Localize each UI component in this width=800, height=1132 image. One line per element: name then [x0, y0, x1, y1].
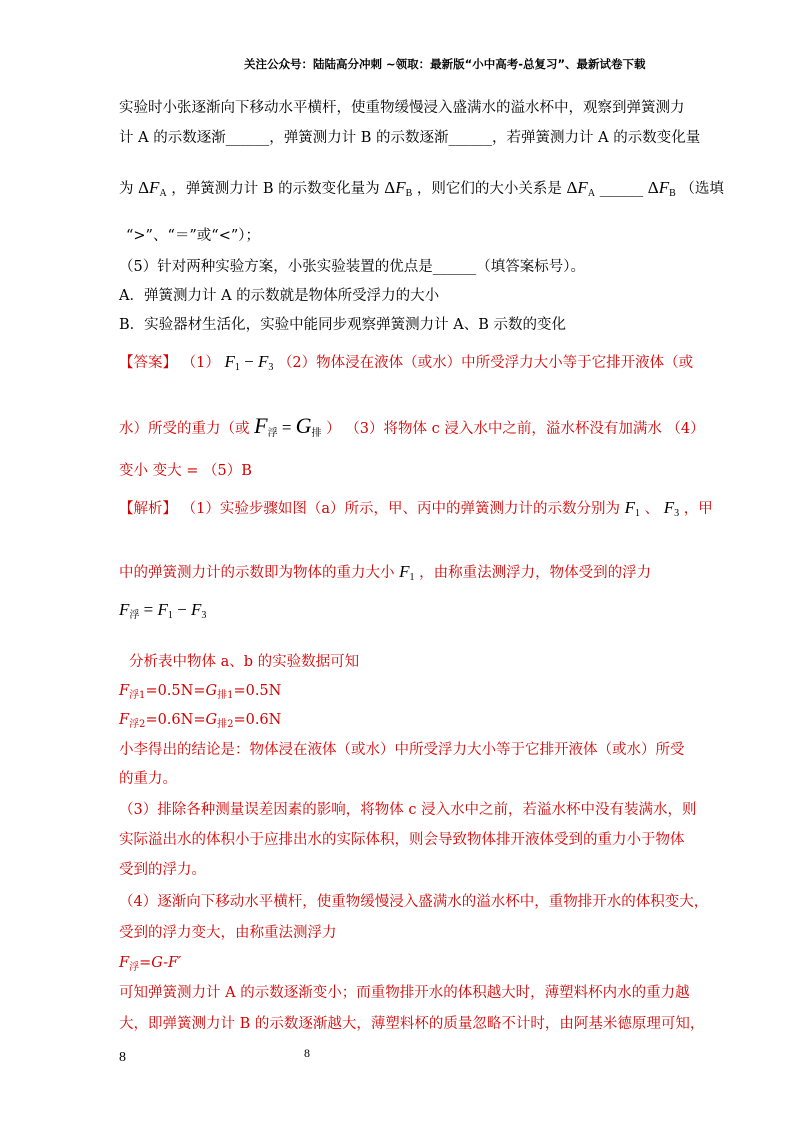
formula-F1-minus-F3: $F_1 - F_3$	[224, 352, 274, 373]
symbol-F1: $F_1$	[624, 498, 640, 519]
analysis-part-3-line-2: 实际溢出水的体积小于应排出水的实际体积，则会导致物体排开液体受到的重力小于物体	[119, 832, 685, 848]
question-line-1: 实验时小张逐渐向下移动水平横杆，使重物缓慢浸入盛满水的溢水杯中，观察到弹簧测力	[119, 100, 685, 116]
analysis-part-3-line-3: 受到的浮力。	[119, 862, 206, 878]
symbol-F3: $F_3$	[663, 498, 680, 519]
text: ，甲	[683, 501, 713, 517]
blank: ______	[599, 181, 644, 197]
question-line-3	[119, 178, 724, 204]
text: 中的弹簧测力计的示数即为物体的重力大小	[119, 565, 395, 581]
delta-FB-symbol: $\Delta F_B$	[384, 178, 413, 199]
text: （选填	[680, 181, 724, 197]
option-a: A．弹簧测力计 A 的示数就是物体所受浮力的大小	[119, 288, 440, 304]
page-number-center: 8	[304, 1046, 310, 1060]
option-b: B．实验器材生活化，实验中能同步观察弹簧测力计 A、B 示数的变化	[119, 317, 566, 333]
analysis-equation-1: $F_{浮1}=0.5N=G_{排1}=0.5N$	[119, 683, 282, 701]
text: 水）所受的重力（或	[119, 421, 250, 437]
delta-FA-symbol: $\Delta F_A$	[566, 178, 596, 199]
page-header: 关注公众号：陆陆高分冲刺 ~领取：最新版“小中高考-总复习”、最新试卷下载	[244, 57, 646, 71]
analysis-part-4-line-4: 大，即弹簧测力计 B 的示数逐渐越大，薄塑料杯的质量忽略不计时，由阿基米德原理可知，	[119, 1016, 705, 1032]
analysis-part-4-line-3: 可知弹簧测力计 A 的示数逐渐变小；而重物排开水的体积越大时，薄塑料杯内水的重力越	[119, 985, 690, 1001]
text: ，则它们的大小关系是	[416, 181, 562, 197]
text: （1）	[181, 355, 220, 371]
text: 、	[644, 501, 660, 517]
answer-line-2	[119, 413, 705, 444]
answer-tag: 【答案】	[119, 355, 177, 371]
text: ，弹簧测力计 B 的示数变化量为	[171, 181, 380, 197]
analysis-part-3-line-1: （3）排除各种测量误差因素的影响，将物体 c 浸入水中之前，若溢水杯中没有装满水，则	[119, 802, 697, 818]
analysis-tag: 【解析】	[119, 501, 177, 517]
text: ） （3）将物体 c 浸入水中之前，溢水杯没有加满水 （4）	[326, 421, 705, 437]
text: （1）实验步骤如图（a）所示，甲、丙中的弹簧测力计的示数分别为	[181, 501, 620, 517]
analysis-part-4-equation: $F_浮=G-F'$	[119, 955, 182, 973]
analysis-part-4-line-1: （4）逐渐向下移动水平横杆，使重物缓慢浸入盛满水的溢水杯中，重物排开水的体积变大，	[119, 894, 709, 910]
symbol-F1: $F_1$	[399, 562, 415, 583]
analysis-equation-2: $F_{浮2}=0.6N=G_{排2}=0.6N$	[119, 712, 282, 730]
analysis-part-4-line-2: 受到的浮力变大，由称重法测浮力	[119, 925, 337, 941]
formula-F-fu-equals-G-pai: $F_浮 = G_排$	[254, 413, 322, 439]
analysis-conclusion-2: 的重力。	[119, 771, 177, 787]
analysis-line-1	[119, 498, 713, 524]
analysis-data-intro: 分析表中物体 a、b 的实验数据可知	[129, 654, 360, 670]
page-number-left: 8	[119, 1050, 126, 1065]
text: （2）物体浸在液体（或水）中所受浮力大小等于它排开液体（或	[277, 355, 694, 371]
answer-line-3: 变小 变大 = （5）B	[119, 463, 252, 479]
question-line-2: 计 A 的示数逐渐______，弹簧测力计 B 的示数逐渐______，若弹簧测力计 A 的示数变化量	[119, 130, 701, 146]
question-line-4: “>”、“＝”或“<”）；	[126, 228, 261, 244]
text: 为	[119, 181, 134, 197]
analysis-line-2	[119, 562, 651, 588]
text: ，由称重法测浮力，物体受到的浮力	[419, 565, 652, 581]
delta-FA-symbol: $\Delta F_A$	[138, 178, 167, 199]
analysis-conclusion-1: 小李得出的结论是：物体浸在液体（或水）中所受浮力大小等于它排开液体（或水）所受	[119, 742, 685, 758]
question-part-5: （5）针对两种实验方案，小张实验装置的优点是______（填答案标号）。	[119, 259, 585, 275]
delta-FB-symbol: $\Delta F_B$	[647, 178, 676, 199]
formula-F-fu: $F_浮 = F_1 - F_3$	[119, 600, 207, 621]
answer-line-1	[119, 352, 693, 378]
